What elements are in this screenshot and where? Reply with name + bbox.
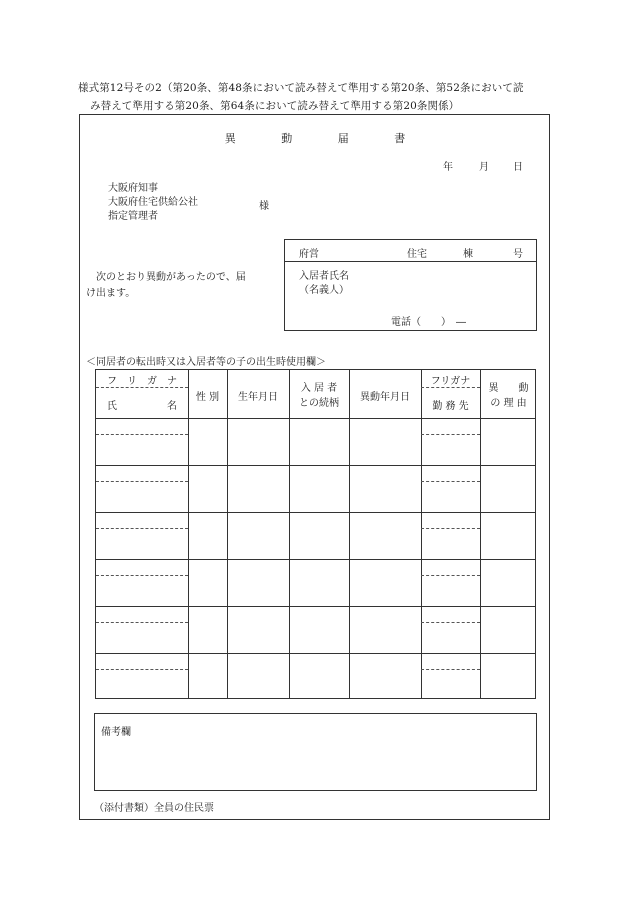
title-char: 書	[394, 132, 406, 145]
remarks-label: 備考欄	[101, 727, 131, 738]
header-gender: 性 別	[195, 392, 220, 403]
resident-name-sub: （名義人）	[299, 285, 349, 296]
date-day-label: 日	[513, 162, 523, 173]
header-birthdate: 生年月日	[238, 392, 278, 403]
attachments-note: （添付書類）全員の住民票	[94, 803, 214, 814]
cohabitant-table	[95, 369, 536, 699]
notice-line1: 次のとおり異動があったので、届	[96, 272, 246, 283]
header-name: 氏 名	[107, 401, 177, 412]
resident-info-box	[284, 239, 537, 331]
header-reason-1: 異 動	[488, 383, 529, 394]
addressee-housing-corp: 大阪府住宅供給公社	[108, 197, 198, 208]
phone-label: 電話（ ） ―	[391, 317, 466, 328]
date-month-label: 月	[479, 162, 489, 173]
section-title: ＜同居者の転出時又は入居者等の子の出生時使用欄＞	[86, 357, 326, 368]
header-furigana-2: フリガナ	[430, 376, 471, 387]
header-furigana: フ リ ガ ナ	[107, 376, 177, 387]
honorific-sama: 様	[259, 201, 269, 212]
title-char: 異	[224, 132, 236, 145]
form-title	[0, 130, 630, 146]
prefecture-housing-label: 府営	[299, 249, 319, 260]
remarks-box	[94, 713, 537, 791]
addressee-governor: 大阪府知事	[108, 183, 158, 194]
notice-line2: け出ます。	[86, 288, 136, 299]
header-reason-2: の 理 由	[490, 398, 527, 409]
header-workplace: 勤 務 先	[432, 401, 469, 412]
title-char: 動	[281, 132, 293, 145]
housing-label: 住宅	[407, 249, 427, 260]
header-relation-1: 入 居 者	[300, 383, 338, 394]
building-label: 棟	[463, 249, 473, 260]
room-number-label: 号	[513, 249, 523, 260]
resident-box-divider	[285, 261, 536, 262]
header-change-date: 異動年月日	[360, 392, 410, 403]
form-header-line2: み替えて準用する第20条、第64条において読み替えて準用する第20条関係）	[90, 100, 460, 112]
header-relation-2: との続柄	[299, 398, 339, 409]
form-header-line1: 様式第12号その2（第20条、第48条において読み替えて準用する第20条、第52条において読	[78, 82, 524, 94]
date-year-label: 年	[443, 162, 453, 173]
resident-name-label: 入居者氏名	[299, 271, 349, 282]
addressee-manager: 指定管理者	[108, 211, 158, 222]
title-char: 届	[337, 132, 349, 145]
